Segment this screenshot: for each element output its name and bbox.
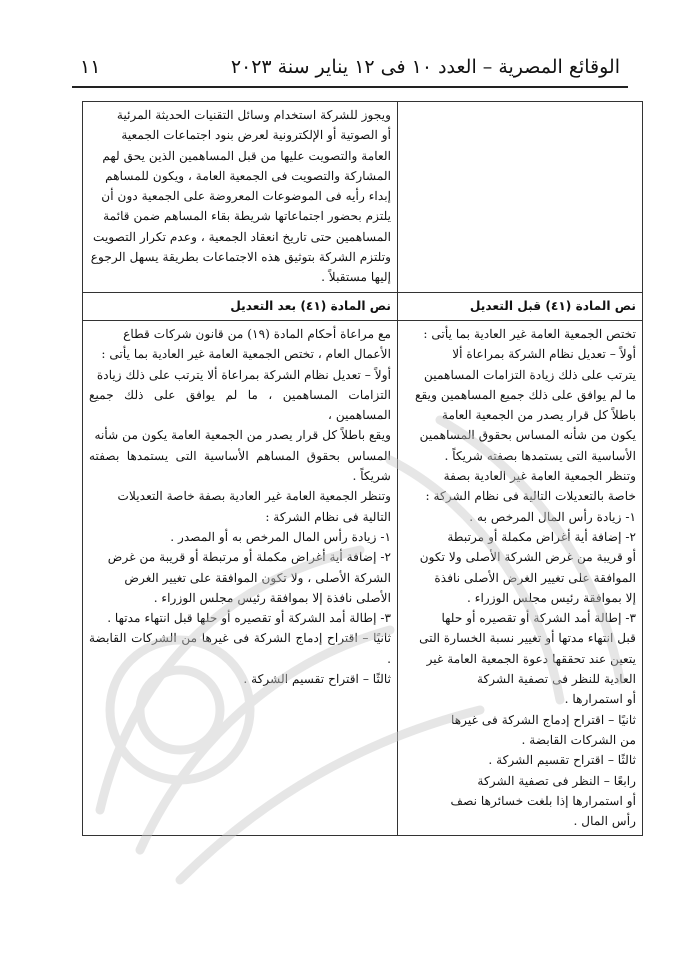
before-line: قبل انتهاء مدتها أو تغيير نسبة الخسارة التى — [419, 631, 636, 646]
before-line: ٣- إطالة أمد الشركة أو تقصيره أو حلها — [441, 611, 636, 626]
before-line: العادية للنظر فى تصفية الشركة — [476, 672, 636, 687]
after-line: وتنظر الجمعية العامة غير العادية بصفة خاصة التعديلات — [117, 489, 391, 504]
before-line: باطلاً كل قرار يصدر من الجمعية العامة — [441, 408, 636, 423]
header-before-amendment: نص المادة (٤١) قبل التعديل — [398, 292, 643, 320]
before-line: رأس المال . — [573, 814, 636, 829]
continuation-line: إليها مستقبلاً . — [321, 270, 391, 285]
before-line: يتعين عند تحققها دعوة الجمعية العامة غير — [426, 651, 636, 666]
before-line: من الشركات القابضة . — [521, 732, 636, 747]
amendment-table — [82, 101, 643, 836]
continuation-line: أو الصوتية أو الإلكترونية لعرض بنود اجتماعات الجمعية — [121, 128, 391, 143]
before-line: الأساسية التى يستمدها بصفته شريكاً . — [444, 448, 636, 463]
continuation-line: وتلتزم الشركة بتوثيق هذه الاجتماعات بطريقة يسهل الرجوع — [90, 250, 391, 265]
header-rule — [72, 86, 628, 88]
before-line: ٢- إضافة أية أغراض مكملة أو مرتبطة — [447, 529, 636, 544]
before-line: أو استمرارها . — [564, 692, 636, 707]
gazette-title: الوقائع المصرية – العدد ١٠ فى ١٢ يناير سنة ٢٠٢٣ — [230, 56, 620, 78]
top-left-cell — [83, 102, 398, 293]
after-line: الشركة الأصلى ، ولا تكون الموافقة على تغيير الغرض — [124, 570, 391, 585]
top-right-cell — [398, 102, 643, 293]
before-line: تختص الجمعية العامة غير العادية بما يأتى : — [423, 326, 636, 341]
before-line: ثانيًا – اقتراح إدماج الشركة فى غيرها — [451, 712, 636, 727]
after-line: التالية فى نظام الشركة : — [265, 509, 391, 524]
after-line: ثالثًا – اقتراح تقسيم الشركة . — [243, 672, 391, 687]
header-after-amendment: نص المادة (٤١) بعد التعديل — [83, 292, 398, 320]
continuation-line: المساهمين حتى تاريخ انعقاد الجمعية ، وعدم تكرار التصويت — [93, 229, 391, 244]
after-line: ١- زيادة رأس المال المرخص به أو المصدر . — [170, 529, 391, 544]
after-line: التزامات المساهمين ، ما لم يوافق على ذلك جميع المساهمين ، — [89, 387, 391, 423]
before-line: أو استمرارها إذا بلغت خسائرها نصف — [450, 793, 636, 808]
before-amendment-cell — [398, 320, 643, 835]
continuation-line: المشاركة والتصويت فى الجمعية العامة ، ويكون للمساهم — [105, 168, 391, 183]
after-line: مع مراعاة أحكام المادة (١٩) من قانون شركات قطاع — [123, 326, 391, 341]
page-header — [80, 44, 620, 78]
after-line: ٣- إطالة أمد الشركة أو تقصيره أو حلها قبل انتهاء مدتها . — [107, 611, 391, 626]
before-line: أولاً – تعديل نظام الشركة بمراعاة ألا — [452, 347, 636, 362]
after-line: أولاً – تعديل نظام الشركة بمراعاة ألا يترتب على ذلك زيادة — [96, 367, 391, 382]
table-header-row — [83, 292, 643, 320]
continuation-line: العامة والتصويت عليها من قبل المساهمين الذين يحق لهم — [102, 148, 391, 163]
before-line: ١- زيادة رأس المال المرخص به . — [469, 509, 636, 524]
continuation-line: يلتزم بحضور اجتماعاتها شريطة بقاء المساهم ضمن قائمة — [103, 209, 391, 224]
before-line: يكون من شأنه المساس بحقوق المساهمين — [419, 428, 636, 443]
after-line: الأصلى نافذة إلا بموافقة رئيس مجلس الوزراء . — [153, 590, 391, 605]
before-line: ما لم يوافق على ذلك جميع المساهمين ويقع — [415, 387, 636, 402]
table-row — [83, 320, 643, 835]
before-line: ثالثًا – اقتراح تقسيم الشركة . — [488, 753, 636, 768]
before-line: يترتب على ذلك زيادة التزامات المساهمين — [424, 367, 636, 382]
continuation-line: ويجوز للشركة استخدام وسائل التقنيات الحديثة المرئية — [116, 108, 391, 122]
after-line: المساس بحقوق المساهم الأساسية التى يستمدها بصفته شريكاً . — [89, 448, 391, 484]
after-line: ٢- إضافة أية أغراض مكملة أو مرتبطة أو قريبة من غرض — [107, 550, 391, 565]
before-line: وتنظر الجمعية العامة غير العادية بصفة — [443, 469, 636, 484]
table-row — [83, 102, 643, 293]
before-line: رابعًا – النظر فى تصفية الشركة — [477, 773, 636, 788]
before-line: إلا بموافقة رئيس مجلس الوزراء . — [467, 590, 636, 605]
before-line: أو قريبة من غرض الشركة الأصلى ولا تكون — [419, 550, 636, 565]
before-line: الموافقة على تغيير الغرض الأصلى نافذة — [434, 570, 636, 585]
page-number: ١١ — [80, 56, 101, 78]
after-line: الأعمال العام ، تختص الجمعية العامة غير العادية بما يأتى : — [101, 347, 391, 362]
after-line: ويقع باطلاً كل قرار يصدر من الجمعية العامة يكون من شأنه — [94, 428, 391, 443]
after-amendment-cell — [83, 320, 398, 835]
after-line: ثانيًا – اقتراح إدماج الشركة فى غيرها من الشركات القابضة . — [89, 631, 391, 666]
continuation-line: إبداء رأيه فى الموضوعات المعروضة على الجمعية دون أن — [101, 189, 391, 204]
before-line: خاصة بالتعديلات التالية فى نظام الشركة : — [425, 489, 636, 504]
